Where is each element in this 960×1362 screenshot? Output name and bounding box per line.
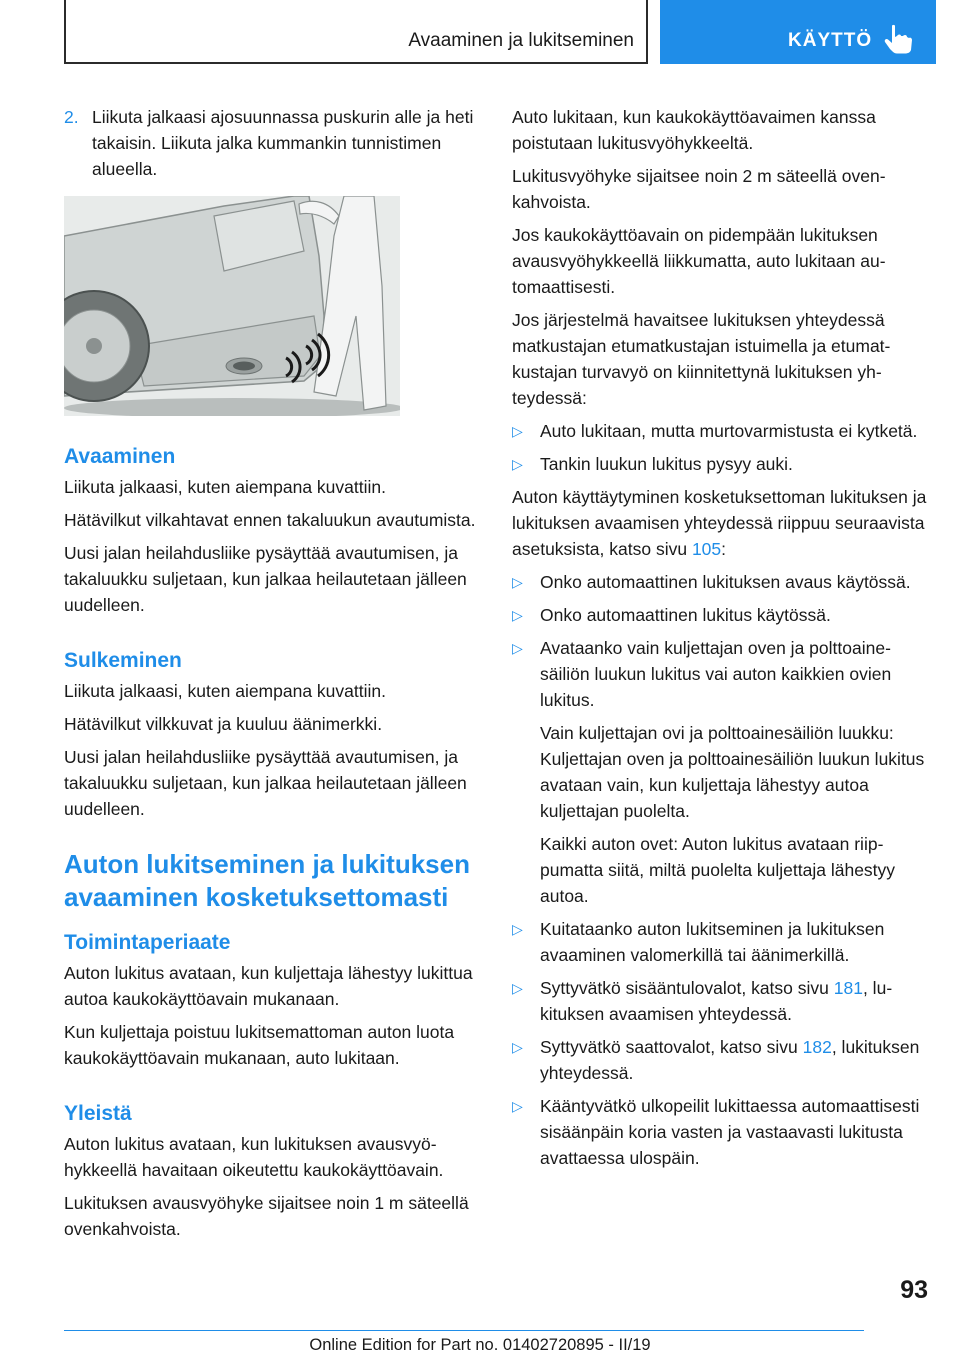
triangle-bullet-icon: ▷ bbox=[512, 921, 523, 937]
paragraph: Lukituksen avausvyöhyke sijaitsee noin 1 m säteellä ovenkahvoista. bbox=[64, 1193, 469, 1239]
paragraph: Hätävilkut vilkkuvat ja kuuluu äänimerkki. bbox=[64, 714, 383, 734]
page-link-182[interactable]: 182 bbox=[802, 1037, 832, 1057]
triangle-bullet-icon: ▷ bbox=[512, 456, 523, 472]
list-item: ▷ Kääntyvätkö ulkopeilit lukittaessa automaattisesti sisäänpäin koria vasten ja vastaavasti lukitusta avattaessa ulospäin. bbox=[512, 1093, 928, 1171]
chapter-tab-label: KÄYTTÖ bbox=[788, 30, 873, 51]
list-item: ▷ Tankin luukun lukitus pysyy auki. bbox=[512, 451, 928, 477]
paragraph: Auto lukitaan, kun kaukokäyttöavaimen kanssa poistutaan lukitusvyöhykkeeltä. bbox=[512, 107, 876, 153]
list-item: ▷ Syttyvätkö saattovalot, katso sivu 182, lukituksen yhteydessä. bbox=[512, 1034, 928, 1086]
paragraph: Uusi jalan heilahdusliike pysäyttää avautumisen, ja takaluukku suljetaan, kun jalkaa heilautetaan jälleen uudelleen. bbox=[64, 543, 467, 615]
step-2 bbox=[64, 104, 478, 182]
chapter-tab[interactable] bbox=[660, 0, 936, 64]
list-item: ▷ Onko automaattinen lukitus käytössä. bbox=[512, 602, 928, 628]
paragraph: Lukitusvyöhyke sijaitsee noin 2 m säteellä ovenkahvoista. bbox=[512, 166, 886, 212]
heading-toimintaperiaate: Toimintaperiaate bbox=[64, 931, 231, 954]
footer-divider bbox=[64, 1330, 864, 1331]
triangle-bullet-icon: ▷ bbox=[512, 607, 523, 623]
step-text: Liikuta jalkaasi ajosuunnassa puskurin alle ja heti takaisin. Liikuta jalka kummankin tunnistimen alueella. bbox=[92, 107, 474, 179]
triangle-bullet-icon: ▷ bbox=[512, 640, 523, 656]
hand-pointer-icon bbox=[884, 24, 912, 54]
paragraph: Liikuta jalkaasi, kuten aiempana kuvattiin. bbox=[64, 477, 386, 497]
page-link-181[interactable]: 181 bbox=[833, 978, 863, 998]
step-number: 2. bbox=[64, 107, 79, 127]
triangle-bullet-icon: ▷ bbox=[512, 423, 523, 439]
triangle-bullet-icon: ▷ bbox=[512, 574, 523, 590]
page-number: 93 bbox=[900, 1276, 928, 1304]
paragraph: Auton lukitus avataan, kun lukituksen avausvyöhykkeellä havaitaan oikeutettu kaukokäyttöavain. bbox=[64, 1134, 444, 1180]
heading-avaaminen: Avaaminen bbox=[64, 445, 176, 468]
page-link-105[interactable]: 105 bbox=[691, 539, 722, 559]
heading-yleista: Yleistä bbox=[64, 1102, 132, 1125]
section-title: Avaaminen ja lukitseminen bbox=[408, 30, 634, 51]
paragraph-settings: Auton käyttäytyminen kosketuksettoman lukituksen ja lukituksen avaamisen yhteydessä riippuu seuraavista asetuksista, katso sivu 105: bbox=[512, 487, 927, 559]
triangle-bullet-icon: ▷ bbox=[512, 1098, 523, 1114]
sub-paragraph: Vain kuljettajan ovi ja polttoainesäiliön luukku: Kuljettajan oven ja polttoainesäiliön luukun lukitus avataan vain, kun kuljettaja lähestyy autoa kuljettajan puolelta. bbox=[540, 723, 925, 821]
list-item: ▷ Onko automaattinen lukituksen avaus käytössä. bbox=[512, 569, 928, 595]
right-column bbox=[512, 104, 928, 1178]
list-item: ▷ Syttyvätkö sisääntulovalot, katso sivu 181, lukituksen avaamisen yhteydessä. bbox=[512, 975, 928, 1027]
list-item: ▷ Kuitataanko auton lukitseminen ja lukituksen avaaminen valomerkillä tai äänimerkillä. bbox=[512, 916, 928, 968]
paragraph: Jos järjestelmä havaitsee lukituksen yhteydessä matkustajan etumatkustajan istuimella ja etumatkustajan turvavyö on kiinnitettynä lukituksen yhteydessä: bbox=[512, 310, 891, 408]
paragraph: Auton lukitus avataan, kun kuljettaja lähestyy lukittua autoa kaukokäyttöavain mukanaan. bbox=[64, 963, 473, 1009]
list-item: ▷ Avataanko vain kuljettajan oven ja polttoainesäiliön luukun lukitus vai auton kaikkien ovien lukitus. bbox=[512, 635, 928, 713]
paragraph: Hätävilkut vilkahtavat ennen takaluukun avautumista. bbox=[64, 510, 476, 530]
header-box bbox=[64, 0, 648, 64]
triangle-bullet-icon: ▷ bbox=[512, 1039, 523, 1055]
heading-sulkeminen: Sulkeminen bbox=[64, 649, 182, 672]
list-item: ▷ Auto lukitaan, mutta murtovarmistusta ei kytketä. bbox=[512, 418, 928, 444]
footer-edition: Online Edition for Part no. 01402720895 - II/19 bbox=[309, 1336, 651, 1354]
paragraph: Kun kuljettaja poistuu lukitsemattoman auton luota kaukokäyttöavain mukanaan, auto lukitaan. bbox=[64, 1022, 455, 1068]
triangle-bullet-icon: ▷ bbox=[512, 980, 523, 996]
paragraph: Uusi jalan heilahdusliike pysäyttää avautumisen, ja takaluukku suljetaan, kun jalkaa heilautetaan jälleen uudelleen. bbox=[64, 747, 467, 819]
paragraph: Jos kaukokäyttöavain on pidempään lukituksen avausvyöhykkeellä liikkumatta, auto lukitaan automaattisesti. bbox=[512, 225, 886, 297]
car-tailgate-foot-sensor-illustration bbox=[64, 196, 400, 416]
sub-paragraph: Kaikki auton ovet: Auton lukitus avataan riippumatta siitä, miltä puolelta kuljettaja lähestyy autoa. bbox=[540, 834, 896, 906]
left-column bbox=[64, 104, 478, 1249]
paragraph: Liikuta jalkaasi, kuten aiempana kuvattiin. bbox=[64, 681, 386, 701]
main-heading: Auton lukitseminen ja lukituksen avaaminen kosketuksettomasti bbox=[64, 849, 470, 912]
